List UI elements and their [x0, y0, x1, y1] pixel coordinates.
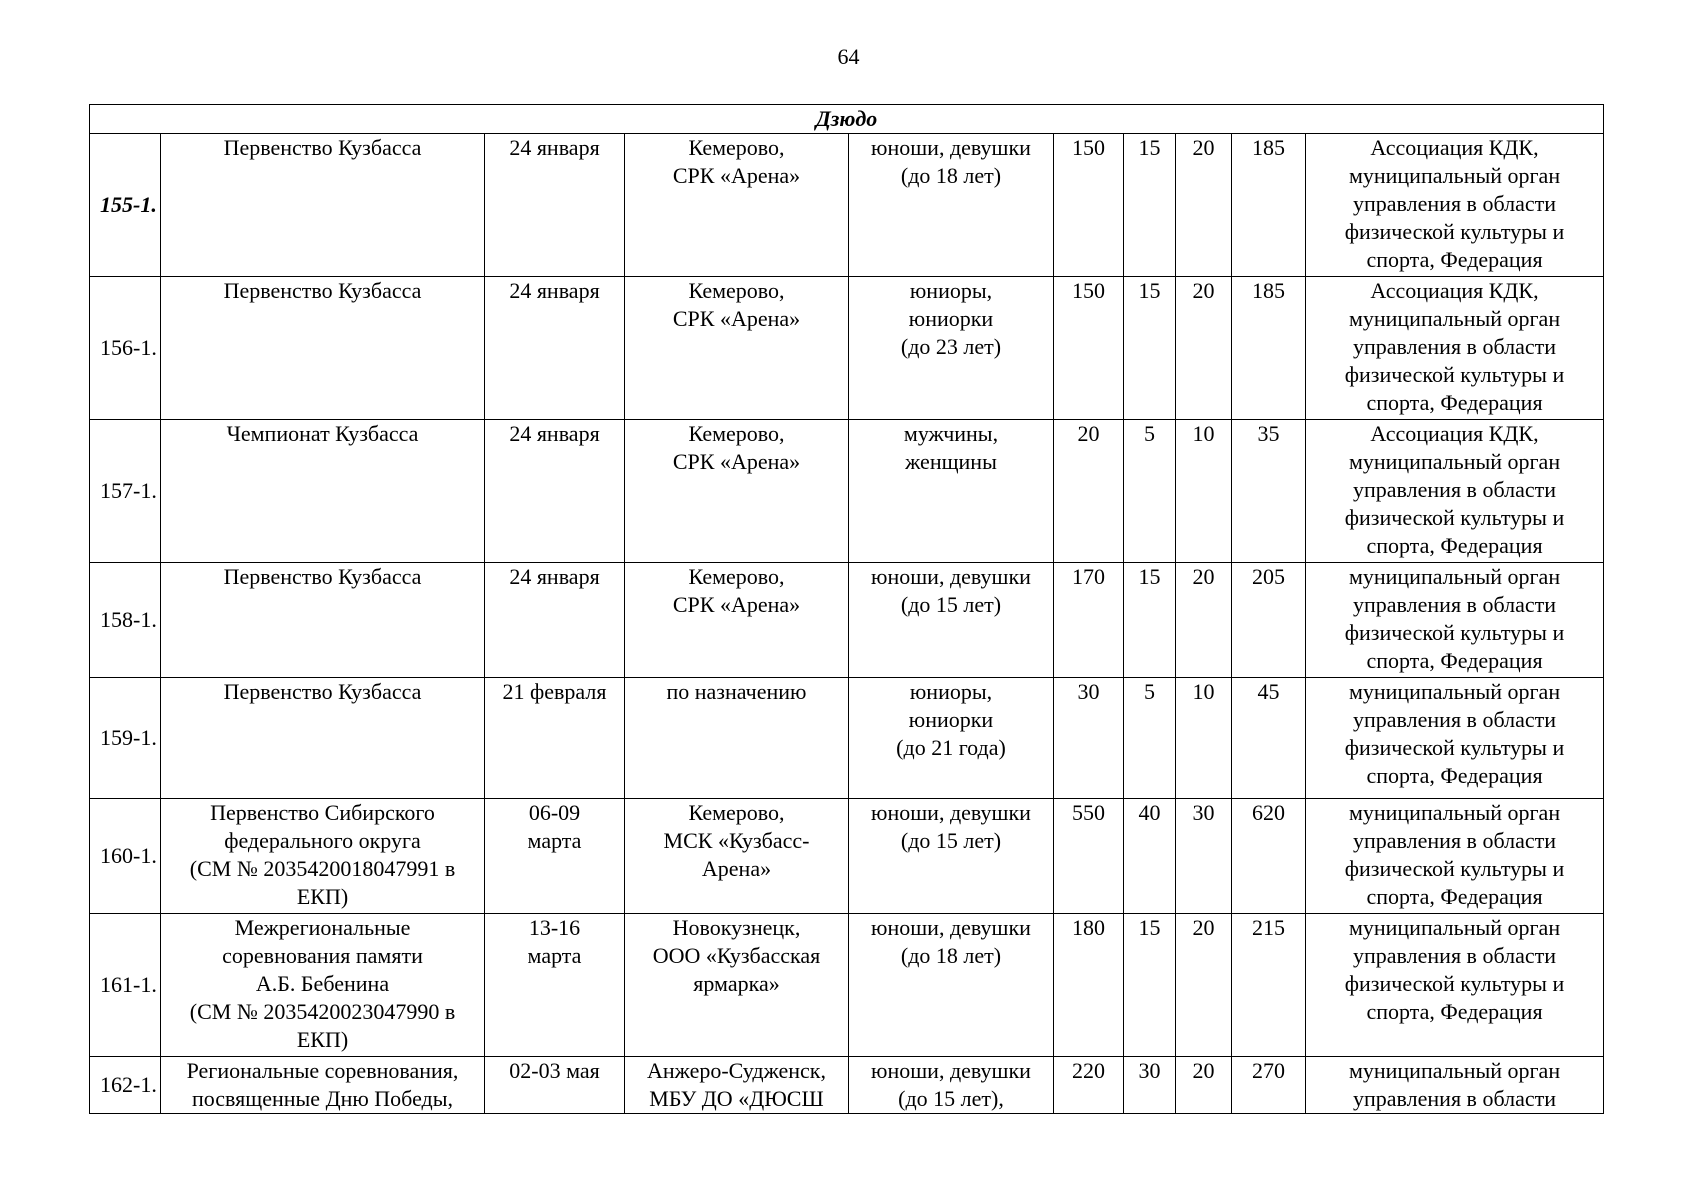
organizer	[1306, 678, 1604, 799]
event-place	[625, 799, 849, 914]
event-name	[161, 277, 485, 420]
count-3: 10	[1176, 678, 1232, 799]
organizer	[1306, 134, 1604, 277]
event-name	[161, 134, 485, 277]
page-number: 64	[837, 44, 860, 69]
participants-line: (до 23 лет)	[900, 334, 1002, 359]
event-place-line: Кемерово,	[688, 800, 785, 825]
event-name-line: посвященные Дню Победы,	[191, 1086, 454, 1111]
count-total: 270	[1232, 1057, 1306, 1114]
count-3: 20	[1176, 914, 1232, 1057]
event-place-line: ярмарка»	[693, 971, 780, 996]
organizer-line: спорта, Федерация	[1366, 999, 1543, 1024]
count-3: 20	[1176, 563, 1232, 678]
organizer-line: управления в области	[1353, 707, 1556, 732]
organizer-line: спорта, Федерация	[1366, 247, 1543, 272]
organizer	[1306, 563, 1604, 678]
event-place	[625, 277, 849, 420]
event-place-line: Арена»	[701, 856, 772, 881]
event-place	[625, 914, 849, 1057]
event-name	[161, 1057, 485, 1114]
event-place-line: по назначению	[666, 679, 807, 704]
count-2: 15	[1124, 277, 1176, 420]
event-place	[625, 420, 849, 563]
table-row	[90, 420, 1604, 563]
organizer-line: муниципальный орган	[1348, 679, 1561, 704]
organizer-line: управления в области	[1353, 828, 1556, 853]
event-name-line: Первенство Кузбасса	[223, 564, 422, 589]
table-row	[90, 134, 1604, 277]
participants-line: юноши, девушки	[871, 800, 1031, 825]
event-date	[485, 134, 625, 277]
organizer-line: спорта, Федерация	[1366, 884, 1543, 909]
organizer-line: управления в области	[1353, 477, 1556, 502]
event-date-line: марта	[527, 828, 582, 853]
event-name-line: Первенство Кузбасса	[223, 278, 422, 303]
row-number: 155-1.	[90, 134, 161, 277]
event-date	[485, 277, 625, 420]
participants-line: (до 15 лет),	[898, 1086, 1004, 1111]
event-date-line: 24 января	[509, 564, 600, 589]
organizer	[1306, 914, 1604, 1057]
event-place-line: Кемерово,	[688, 564, 785, 589]
event-date-line: 24 января	[509, 278, 600, 303]
row-number: 157-1.	[90, 420, 161, 563]
count-3: 10	[1176, 420, 1232, 563]
event-name-line: соревнования памяти	[222, 943, 423, 968]
count-1: 170	[1054, 563, 1124, 678]
event-name-line: ЕКП)	[296, 1027, 349, 1052]
event-name	[161, 914, 485, 1057]
organizer-line: муниципальный орган	[1348, 800, 1561, 825]
organizer-line: муниципальный орган	[1348, 915, 1561, 940]
organizer	[1306, 1057, 1604, 1114]
event-date	[485, 1057, 625, 1114]
participants-line: (до 15 лет)	[900, 828, 1002, 853]
participants-line: (до 15 лет)	[900, 592, 1002, 617]
organizer-line: Ассоциация КДК,	[1370, 421, 1539, 446]
table-row	[90, 563, 1604, 678]
event-name	[161, 799, 485, 914]
organizer-line: управления в области	[1353, 592, 1556, 617]
count-3: 20	[1176, 277, 1232, 420]
organizer-line: Ассоциация КДК,	[1370, 135, 1539, 160]
event-date-line: 13-16	[528, 915, 581, 940]
organizer-line: физической культуры и	[1344, 971, 1565, 996]
event-date	[485, 678, 625, 799]
organizer-line: физической культуры и	[1344, 856, 1565, 881]
organizer-line: физической культуры и	[1344, 362, 1565, 387]
organizer	[1306, 277, 1604, 420]
participants-line: (до 18 лет)	[900, 943, 1002, 968]
section-header-row	[90, 105, 1604, 134]
event-name	[161, 678, 485, 799]
event-date-line: 24 января	[509, 421, 600, 446]
count-total: 620	[1232, 799, 1306, 914]
event-date	[485, 799, 625, 914]
event-date-line: 21 февраля	[502, 679, 607, 704]
organizer-line: управления в области	[1353, 334, 1556, 359]
event-name-line: (СМ № 2035420018047991 в	[189, 856, 456, 881]
count-2: 15	[1124, 563, 1176, 678]
event-name-line: Первенство Сибирского	[210, 800, 435, 825]
organizer-line: управления в области	[1353, 943, 1556, 968]
participants-line: юноши, девушки	[871, 564, 1031, 589]
participants-line: юниоры,	[909, 278, 993, 303]
count-total: 35	[1232, 420, 1306, 563]
event-name-line: Межрегиональные	[234, 915, 411, 940]
count-total: 215	[1232, 914, 1306, 1057]
participants-line: женщины	[905, 449, 997, 474]
organizer-line: муниципальный орган	[1348, 306, 1561, 331]
event-name	[161, 420, 485, 563]
event-name-line: (СМ № 2035420023047990 в	[189, 999, 456, 1024]
organizer-line: муниципальный орган	[1348, 449, 1561, 474]
event-date	[485, 563, 625, 678]
count-2: 40	[1124, 799, 1176, 914]
event-place-line: СРК «Арена»	[672, 306, 801, 331]
count-1: 150	[1054, 277, 1124, 420]
event-place	[625, 678, 849, 799]
event-place-line: Кемерово,	[688, 135, 785, 160]
event-name-line: Чемпионат Кузбасса	[226, 421, 419, 446]
count-1: 180	[1054, 914, 1124, 1057]
organizer-line: физической культуры и	[1344, 620, 1565, 645]
event-place-line: Новокузнецк,	[672, 915, 801, 940]
table-row	[90, 1057, 1604, 1114]
event-date-line: 06-09	[528, 800, 581, 825]
event-place	[625, 563, 849, 678]
organizer-line: спорта, Федерация	[1366, 533, 1543, 558]
organizer-line: спорта, Федерация	[1366, 763, 1543, 788]
participants-line: юноши, девушки	[871, 915, 1031, 940]
schedule-table	[89, 104, 1604, 1114]
event-date-line: 02-03 мая	[509, 1058, 600, 1083]
event-date-line: 24 января	[509, 135, 600, 160]
count-total: 185	[1232, 134, 1306, 277]
participants-line: юноши, девушки	[871, 1058, 1031, 1083]
participants-line: юноши, девушки	[871, 135, 1031, 160]
event-name-line: ЕКП)	[296, 884, 349, 909]
organizer-line: спорта, Федерация	[1366, 390, 1543, 415]
count-total: 185	[1232, 277, 1306, 420]
event-place-line: Кемерово,	[688, 278, 785, 303]
participants-line: (до 18 лет)	[900, 163, 1002, 188]
event-place	[625, 1057, 849, 1114]
event-place-line: СРК «Арена»	[672, 163, 801, 188]
event-date	[485, 914, 625, 1057]
participants	[849, 563, 1054, 678]
organizer-line: спорта, Федерация	[1366, 648, 1543, 673]
table-row	[90, 277, 1604, 420]
event-name-line: Первенство Кузбасса	[223, 679, 422, 704]
row-number: 160-1.	[90, 799, 161, 914]
organizer-line: управления в области	[1353, 191, 1556, 216]
row-number: 162-1.	[90, 1057, 161, 1114]
event-date	[485, 420, 625, 563]
event-date-line: марта	[527, 943, 582, 968]
table-row	[90, 678, 1604, 799]
event-place-line: СРК «Арена»	[672, 592, 801, 617]
count-2: 5	[1124, 678, 1176, 799]
count-1: 150	[1054, 134, 1124, 277]
participants	[849, 914, 1054, 1057]
count-3: 30	[1176, 799, 1232, 914]
event-name-line: А.Б. Бебенина	[255, 971, 390, 996]
row-number: 158-1.	[90, 563, 161, 678]
participants	[849, 277, 1054, 420]
organizer-line: физической культуры и	[1344, 219, 1565, 244]
organizer-line: управления в области	[1353, 1086, 1556, 1111]
participants-line: юниорки	[908, 306, 994, 331]
count-2: 30	[1124, 1057, 1176, 1114]
count-2: 15	[1124, 914, 1176, 1057]
organizer-line: муниципальный орган	[1348, 564, 1561, 589]
participants	[849, 134, 1054, 277]
participants-line: юниоры,	[909, 679, 993, 704]
table-row	[90, 914, 1604, 1057]
count-total: 205	[1232, 563, 1306, 678]
event-place-line: СРК «Арена»	[672, 449, 801, 474]
row-number: 161-1.	[90, 914, 161, 1057]
event-name	[161, 563, 485, 678]
count-total: 45	[1232, 678, 1306, 799]
count-3: 20	[1176, 1057, 1232, 1114]
organizer-line: Ассоциация КДК,	[1370, 278, 1539, 303]
event-place-line: МСК «Кузбасс-	[663, 828, 810, 853]
participants	[849, 420, 1054, 563]
table-row	[90, 799, 1604, 914]
count-1: 20	[1054, 420, 1124, 563]
count-3: 20	[1176, 134, 1232, 277]
participants-line: мужчины,	[903, 421, 999, 446]
count-2: 15	[1124, 134, 1176, 277]
row-number: 156-1.	[90, 277, 161, 420]
event-name-line: Первенство Кузбасса	[223, 135, 422, 160]
count-1: 550	[1054, 799, 1124, 914]
participants	[849, 1057, 1054, 1114]
participants-line: юниорки	[908, 707, 994, 732]
count-1: 220	[1054, 1057, 1124, 1114]
participants	[849, 678, 1054, 799]
participants	[849, 799, 1054, 914]
organizer	[1306, 799, 1604, 914]
section-title: Дзюдо	[90, 105, 1604, 134]
row-number: 159-1.	[90, 678, 161, 799]
count-1: 30	[1054, 678, 1124, 799]
event-place	[625, 134, 849, 277]
organizer-line: муниципальный орган	[1348, 1058, 1561, 1083]
event-name-line: Региональные соревнования,	[186, 1058, 459, 1083]
organizer-line: муниципальный орган	[1348, 163, 1561, 188]
event-place-line: ООО «Кузбасская	[652, 943, 821, 968]
organizer-line: физической культуры и	[1344, 505, 1565, 530]
event-place-line: Анжеро-Судженск,	[647, 1058, 826, 1083]
event-place-line: МБУ ДО «ДЮСШ	[649, 1086, 824, 1111]
event-name-line: федерального округа	[224, 828, 421, 853]
participants-line: (до 21 года)	[896, 735, 1006, 760]
organizer	[1306, 420, 1604, 563]
event-place-line: Кемерово,	[688, 421, 785, 446]
organizer-line: физической культуры и	[1344, 735, 1565, 760]
count-2: 5	[1124, 420, 1176, 563]
